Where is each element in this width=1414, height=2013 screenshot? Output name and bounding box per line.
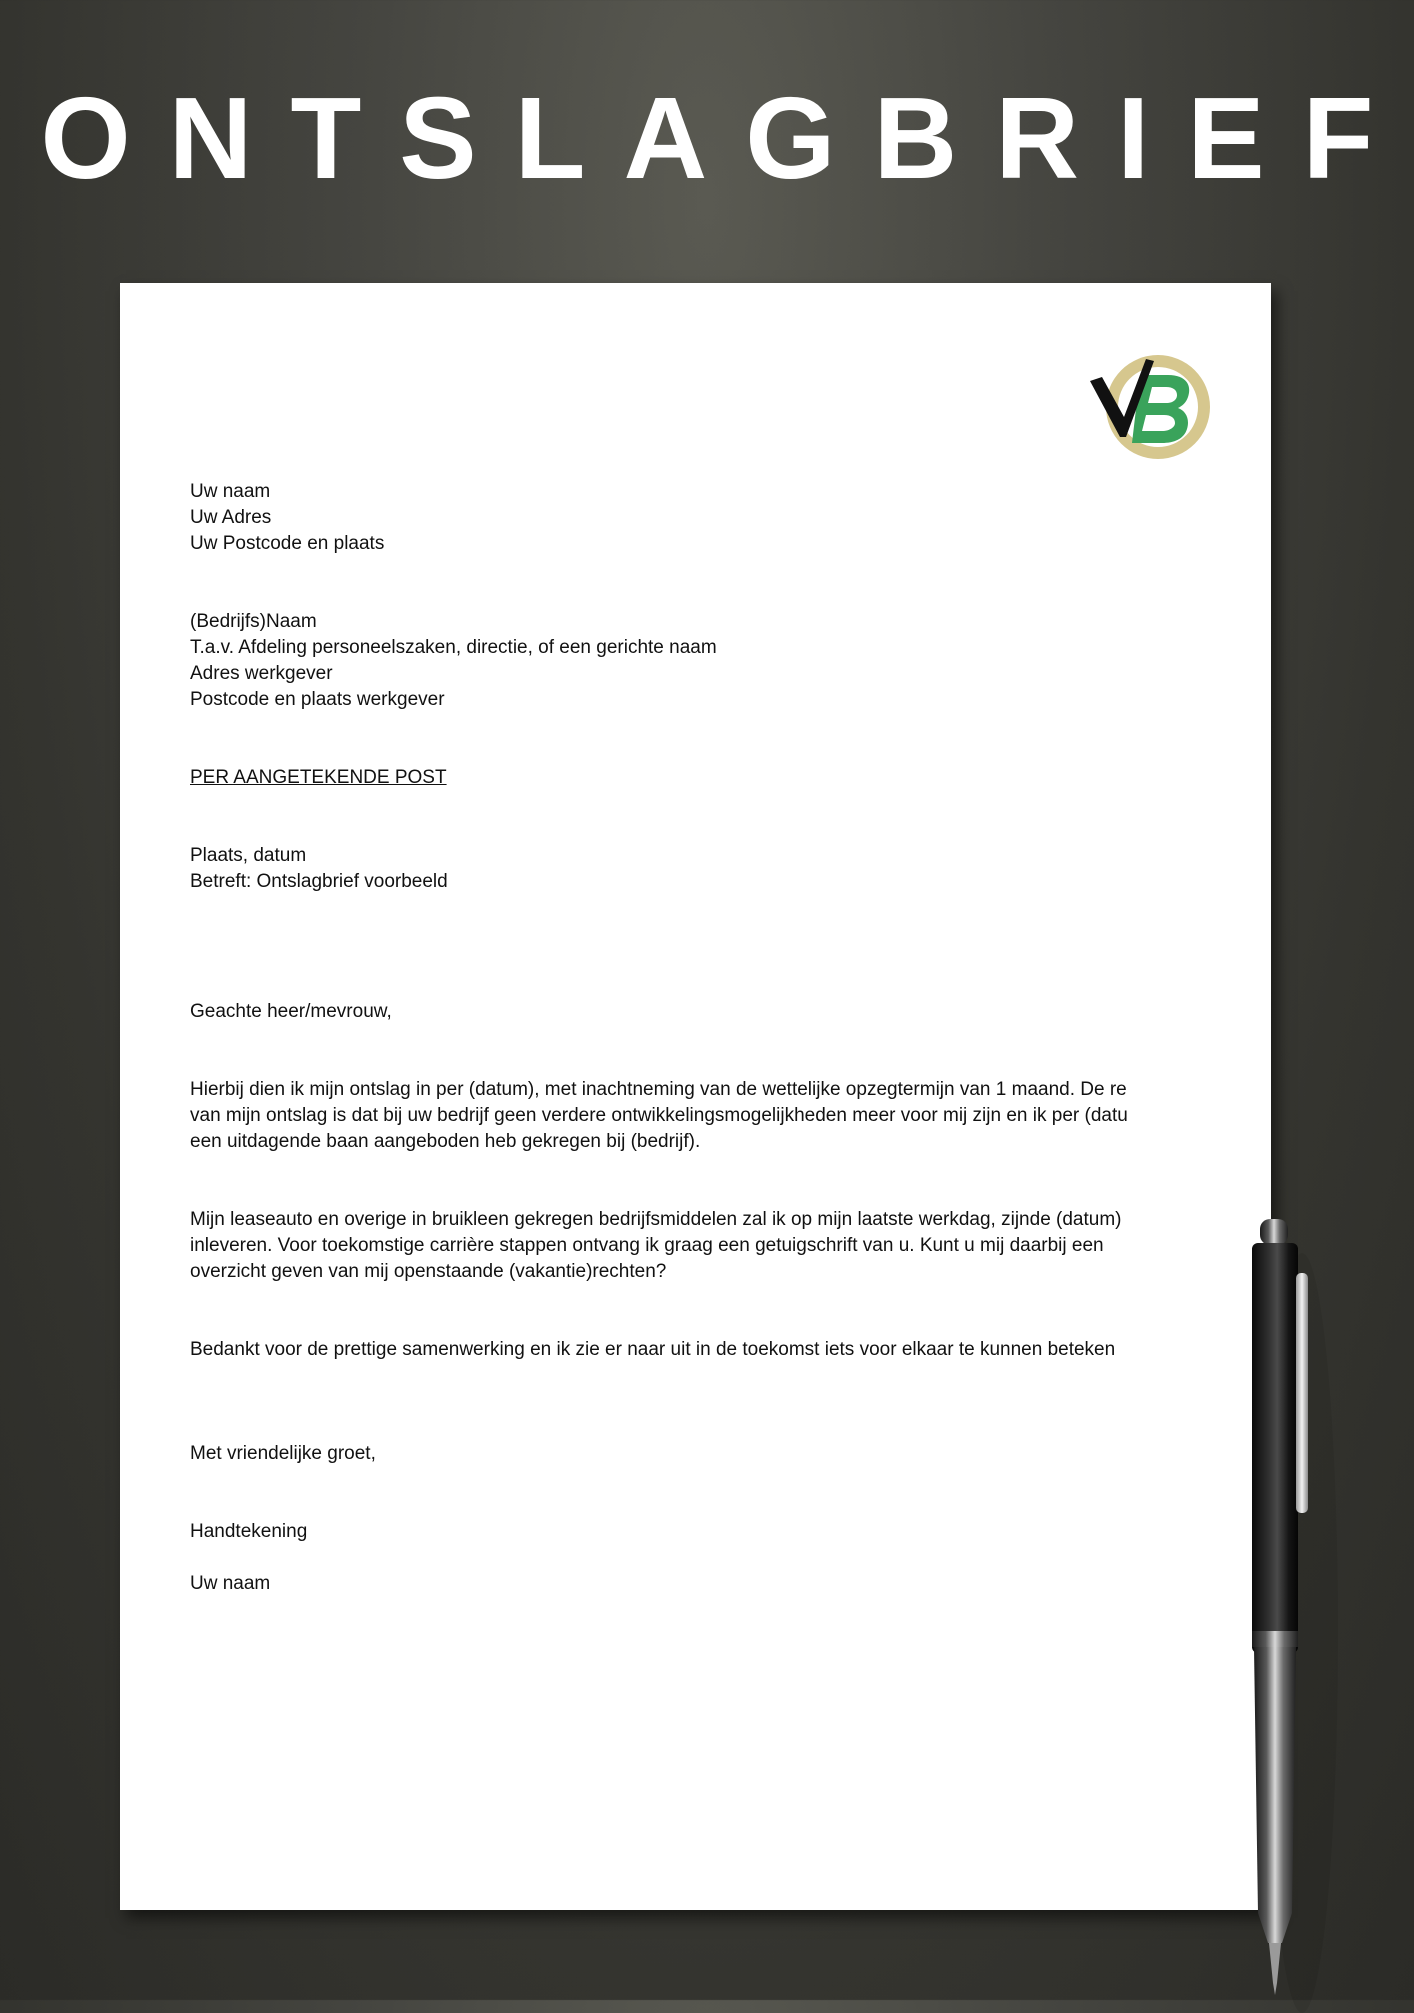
salutation: Geachte heer/mevrouw, bbox=[190, 1001, 392, 1022]
pen-ring bbox=[1252, 1631, 1298, 1647]
subject-line: Betreft: Ontslagbrief voorbeeld bbox=[190, 871, 448, 892]
letter-page bbox=[120, 283, 1271, 1910]
delivery-note: PER AANGETEKENDE POST bbox=[190, 767, 447, 788]
paragraph-line: Mijn leaseauto en overige in bruikleen gekregen bedrijfsmiddelen zal ik op mijn laatste werkdag, zijnde (datum) bbox=[190, 1209, 1122, 1230]
pen-barrel bbox=[1254, 1647, 1296, 1943]
paragraph-1 bbox=[190, 1077, 1260, 1155]
paragraph-3 bbox=[190, 1337, 1260, 1363]
pen-icon bbox=[1242, 1213, 1352, 2013]
pen-cap bbox=[1252, 1243, 1298, 1653]
paragraph-line: Bedankt voor de prettige samenwerking en ik zie er naar uit in de toekomst iets voor elkaar te kunnen beteken bbox=[190, 1339, 1116, 1360]
closing: Met vriendelijke groet, bbox=[190, 1443, 376, 1464]
paragraph-line: overzicht geven van mij openstaande (vakantie)rechten? bbox=[190, 1261, 667, 1282]
paragraph-line: inleveren. Voor toekomstige carrière stappen ontvang ik graag een getuigschrift van u. Kunt u mij daarbij een bbox=[190, 1235, 1104, 1256]
paragraph-line: Hierbij dien ik mijn ontslag in per (datum), met inachtneming van de wettelijke opzegtermijn van 1 maand. De re bbox=[190, 1079, 1127, 1100]
pen-cap-top bbox=[1260, 1219, 1288, 1245]
letter-body bbox=[190, 479, 1260, 1597]
sender-block bbox=[190, 479, 1260, 557]
recipient-postal-city: Postcode en plaats werkgever bbox=[190, 689, 445, 710]
recipient-address: Adres werkgever bbox=[190, 663, 333, 684]
pen-clip bbox=[1296, 1273, 1308, 1513]
recipient-company: (Bedrijfs)Naam bbox=[190, 611, 317, 632]
sender-address: Uw Adres bbox=[190, 507, 272, 528]
company-logo bbox=[1088, 353, 1212, 461]
recipient-block bbox=[190, 609, 1260, 713]
recipient-attention: T.a.v. Afdeling personeelszaken, directie, of een gerichte naam bbox=[190, 637, 717, 658]
sender-postal-city: Uw Postcode en plaats bbox=[190, 533, 385, 554]
pen-tip bbox=[1269, 1943, 1281, 1995]
paragraph-2 bbox=[190, 1207, 1260, 1285]
page-title: ONTSLAGBRIEF bbox=[40, 73, 1412, 203]
place-date: Plaats, datum bbox=[190, 845, 307, 866]
sender-name: Uw naam bbox=[190, 481, 271, 502]
paragraph-line: van mijn ontslag is dat bij uw bedrijf geen verdere ontwikkelingsmogelijkheden meer voor mij zijn en ik per (datu bbox=[190, 1105, 1128, 1126]
paragraph-line: een uitdagende baan aangeboden heb gekregen bij (bedrijf). bbox=[190, 1131, 701, 1152]
signature: Handtekening bbox=[190, 1521, 308, 1542]
signer-name: Uw naam bbox=[190, 1573, 271, 1594]
